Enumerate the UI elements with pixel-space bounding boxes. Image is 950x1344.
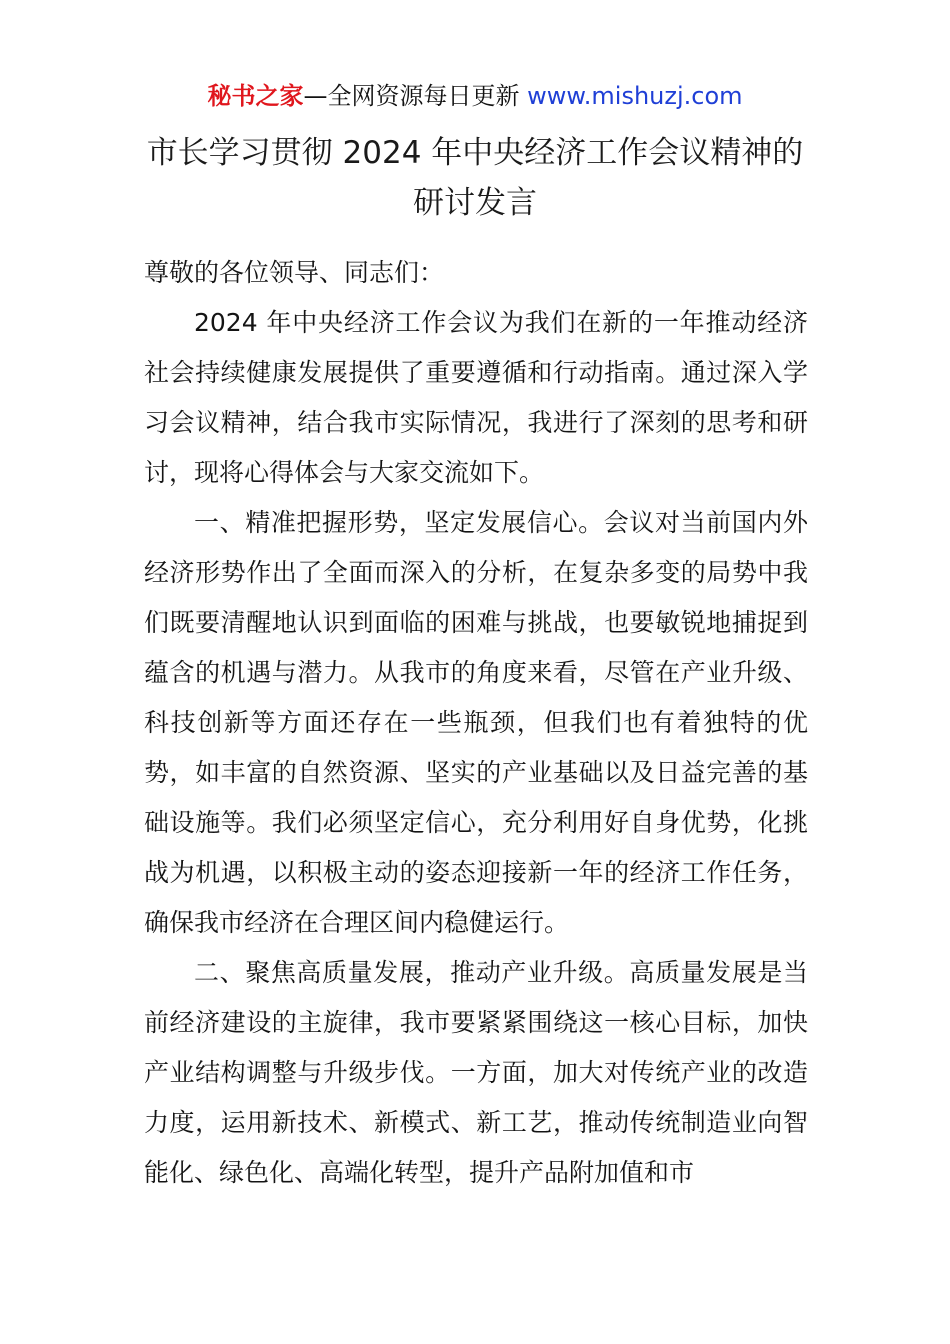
salutation: 尊敬的各位领导、同志们： bbox=[144, 258, 445, 287]
site-url-link[interactable]: www.mishuzj.com bbox=[527, 82, 743, 110]
document-title bbox=[100, 128, 850, 228]
site-slogan: —全网资源每日更新 bbox=[303, 82, 520, 110]
paragraph-section-1: 一、精准把握形势，坚定发展信心。会议对当前国内外经济形势作出了全面而深入的分析，在复杂多变的局势中我们既要清醒地认识到面临的困难与挑战，也要敏锐地捕捉到蕴含的机遇与潜力。从我市的角度来看，尽管在产业升级、科技创新等方面还存在一些瓶颈，但我们也有着独特的优势，如丰富的自然资源、坚实的产业基础以及日益完善的基础设施等。我们必须坚定信心，充分利用好自身优势，化挑战为机遇，以积极主动的姿态迎接新一年的经济工作任务，确保我市经济在合理区间内稳健运行。 bbox=[144, 508, 808, 937]
title-line-1: 市长学习贯彻 2024 年中央经济工作会议精神的 bbox=[146, 135, 804, 171]
paragraph-intro: 2024 年中央经济工作会议为我们在新的一年推动经济社会持续健康发展提供了重要遵循和行动指南。通过深入学习会议精神，结合我市实际情况，我进行了深刻的思考和研讨，现将心得体会与大家交流如下。 bbox=[144, 308, 808, 487]
paragraph-section-2: 二、聚焦高质量发展，推动产业升级。高质量发展是当前经济建设的主旋律，我市要紧紧围绕这一核心目标，加快产业结构调整与升级步伐。一方面，加大对传统产业的改造力度，运用新技术、新模式、新工艺，推动传统制造业向智能化、绿色化、高端化转型，提升产品附加值和市 bbox=[144, 958, 808, 1187]
site-header bbox=[0, 80, 950, 112]
document-body bbox=[144, 248, 808, 1198]
site-brand: 秘书之家 bbox=[207, 82, 304, 110]
title-line-2: 研讨发言 bbox=[413, 185, 537, 221]
